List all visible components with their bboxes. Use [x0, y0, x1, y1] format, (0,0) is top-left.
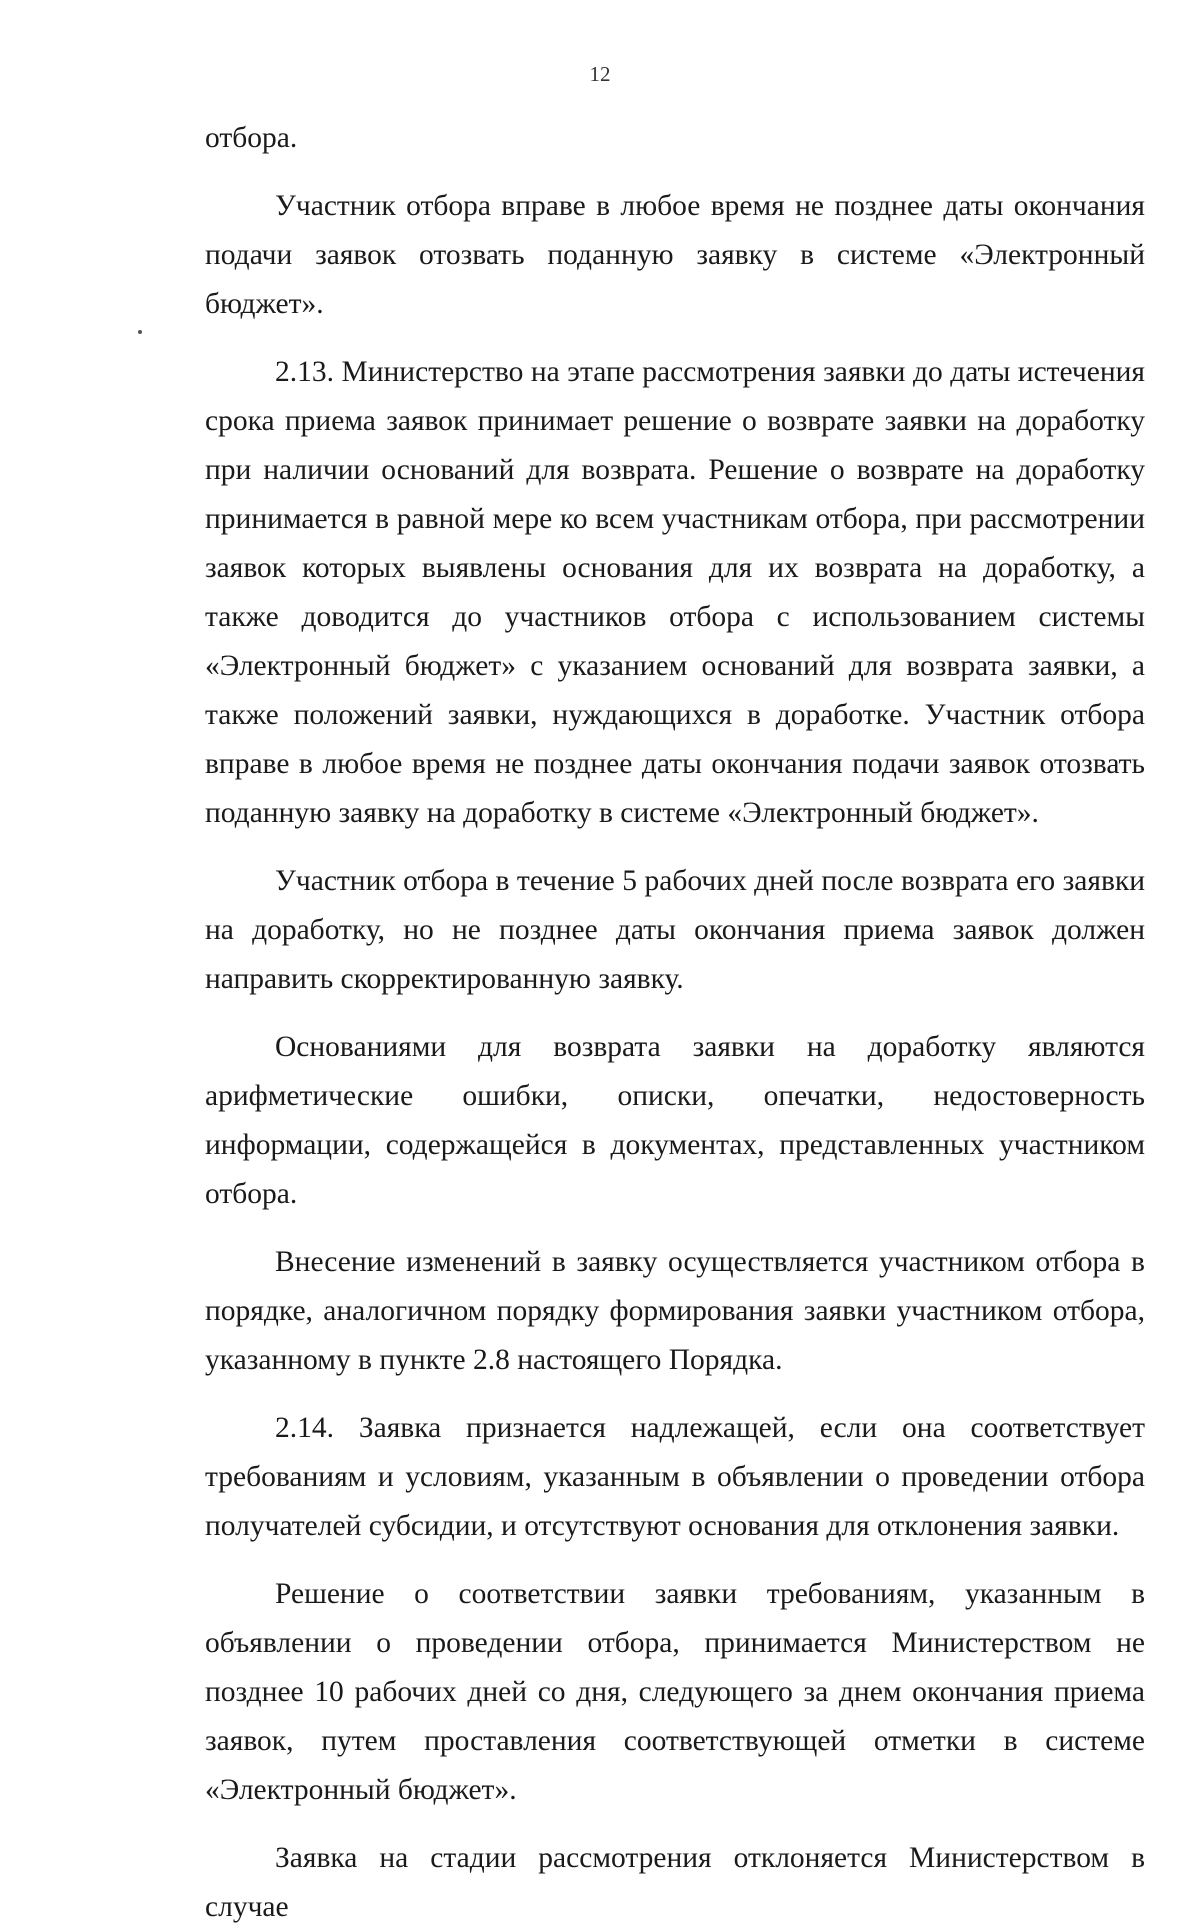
paragraph-continuation: отбора.	[205, 122, 298, 154]
paragraph-return-grounds: Основаниями для возврата заявки на доработку являются арифметические ошибки, описки, опечатки, недостоверность информации, содержащейся в документах, представленных участником отбора.	[205, 1031, 1145, 1210]
paragraph-rejection: Заявка на стадии рассмотрения отклоняется Министерством в случае	[205, 1842, 1145, 1923]
paragraph-withdraw-application: Участник отбора вправе в любое время не позднее даты окончания подачи заявок отозвать поданную заявку в системе «Электронный бюджет».	[205, 190, 1145, 320]
document-body	[205, 114, 1145, 1932]
paragraph-2-14: 2.14. Заявка признается надлежащей, если она соответствует требованиям и условиям, указанным в объявлении о проведении отбора получателей субсидии, и отсутствуют основания для отклонения заявки.	[205, 1412, 1145, 1542]
page-number: 12	[589, 62, 611, 86]
paragraph-2-13: 2.13. Министерство на этапе рассмотрения заявки до даты истечения срока приема заявок принимает решение о возврате заявки на доработку при наличии оснований для возврата. Решение о возврате на доработку принимается в равной мере ко всем участникам отбора, при рассмотрении заявок которых выявлены основания для их возврата на доработку, а также доводится до участников отбора с использованием системы «Электронный бюджет» с указанием оснований для возврата заявки, а также положений заявки, нуждающихся в доработке. Участник отбора вправе в любое время не позднее даты окончания подачи заявок отозвать поданную заявку на доработку в системе «Электронный бюджет».	[205, 356, 1145, 829]
scan-speck	[138, 330, 142, 334]
paragraph-compliance-decision: Решение о соответствии заявки требованиям, указанным в объявлении о проведении отбора, принимается Министерством не позднее 10 рабочих дней со дня, следующего за днем окончания приема заявок, путем проставления соответствующей отметки в системе «Электронный бюджет».	[205, 1578, 1145, 1806]
paragraph-amendments: Внесение изменений в заявку осуществляется участником отбора в порядке, аналогичном порядку формирования заявки участником отбора, указанному в пункте 2.8 настоящего Порядка.	[205, 1246, 1145, 1376]
paragraph-resubmission: Участник отбора в течение 5 рабочих дней после возврата его заявки на доработку, но не позднее даты окончания приема заявок должен направить скорректированную заявку.	[205, 865, 1145, 995]
